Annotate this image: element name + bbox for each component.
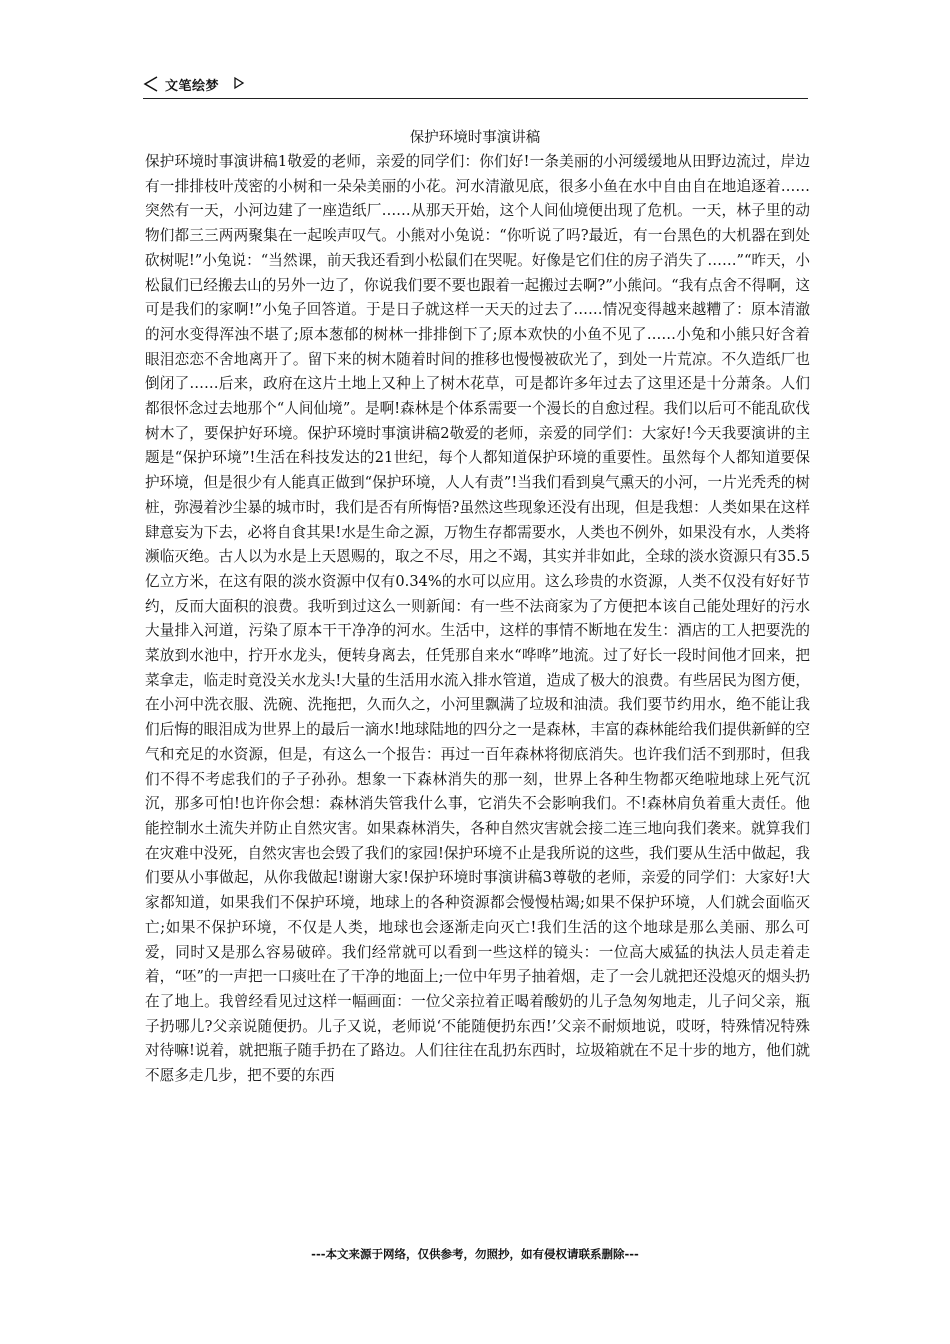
triangle-right-icon bbox=[233, 76, 245, 90]
triangle-left-icon bbox=[143, 76, 159, 92]
brand-name: 文笔绘梦 bbox=[165, 79, 220, 94]
page-header bbox=[143, 72, 808, 99]
document-body: 保护环境时事演讲稿1敬爱的老师，亲爱的同学们：你们好!一条美丽的小河缓缓地从田野边流过，岸边有一排排枝叶茂密的小树和一朵朵美丽的小花。河水清澈见底，很多小鱼在水中自由自在地追逐着……突然有一天，小河边建了一座造纸厂……从那天开始，这个人间仙境便出现了危机。一天，林子里的动物们都三三两两聚集在一起唉声叹气。小熊对小兔说：“你听说了吗?最近，有一台黑色的大机器在到处砍树呢!”小兔说：“当然课，前天我还看到小松鼠们在哭呢。好像是它们住的房子消失了……”“昨天，小松鼠们已经搬去山的另外一边了，你说我们要不要也跟着一起搬过去啊?”小熊问。“我有点舍不得啊，这可是我们的家啊!”小兔子回答道。于是日子就这样一天天的过去了……情况变得越来越糟了：原本清澈的河水变得浑浊不堪了;原本葱郁的树林一排排倒下了;原本欢快的小鱼不见了……小兔和小熊只好含着眼泪恋恋不舍地离开了。留下来的树木随着时间的推移也慢慢被砍光了，到处一片荒凉。不久造纸厂也倒闭了……后来，政府在这片土地上又种上了树木花草，可是都许多年过去了这里还是十分萧条。人们都很怀念过去地那个“人间仙境”。是啊!森林是个体系需要一个漫长的自愈过程。我们以后可不能乱砍伐树木了，要保护好环境。保护环境时事演讲稿2敬爱的老师，亲爱的同学们：大家好!今天我要演讲的主题是“保护环境”!生活在科技发达的21世纪，每个人都知道保护环境的重要性。虽然每个人都知道要保护环境，但是很少有人能真正做到“保护环境，人人有责”!当我们看到臭气熏天的小河，一片光秃秃的树桩，弥漫着沙尘暴的城市时，我们是否有所悔悟?虽然这些现象还没有出现，但是我想：人类如果在这样肆意妄为下去，必将自食其果!水是生命之源，万物生存都需要水，人类也不例外，如果没有水，人类将濒临灭绝。古人以为水是上天恩赐的，取之不尽，用之不竭，其实并非如此，全球的淡水资源只有35.5亿立方米，在这有限的淡水资源中仅有0.34%的水可以应用。这么珍贵的水资源，人类不仅没有好好节约，反而大面积的浪费。我听到过这么一则新闻：有一些不法商家为了方便把本该自己能处理好的污水大量排入河道，污染了原本干干净净的河水。生活中，这样的事情不断地在发生：酒店的工人把要洗的菜放到水池中，拧开水龙头，便转身离去，任凭那自来水“哗哗”地流。过了好长一段时间他才回来，把菜拿走，临走时竟没关水龙头!大量的生活用水流入排水管道，造成了极大的浪费。有些居民为图方便，在小河中洗衣服、洗碗、洗拖把，久而久之，小河里飘满了垃圾和油渍。我们要节约用水，绝不能让我们后悔的眼泪成为世界上的最后一滴水!地球陆地的四分之一是森林，丰富的森林能给我们提供新鲜的空气和充足的水资源，但是，有这么一个报告：再过一百年森林将彻底消失。也许我们活不到那时，但我们不得不考虑我们的子子孙孙。想象一下森林消失的那一刻，世界上各种生物都灭绝啦地球上死气沉沉，那多可怕!也许你会想：森林消失管我什么事，它消失不会影响我们。不!森林肩负着重大责任。他能控制水土流失并防止自然灾害。如果森林消失，各种自然灾害就会接二连三地向我们袭来。就算我们在灾难中没死，自然灾害也会毁了我们的家园!保护环境不止是我所说的这些，我们要从生活中做起，我们要从小事做起，从你我做起!谢谢大家!保护环境时事演讲稿3尊敬的老师，亲爱的同学们：大家好!大家都知道，如果我们不保护环境，地球上的各种资源都会慢慢枯竭;如果不保护环境，人们就会面临灭亡;如果不保护环境，不仅是人类，地球也会逐渐走向灭亡!我们生活的这个地球是那么美丽、那么可爱，同时又是那么容易破碎。我们经常就可以看到一些这样的镜头：一位高大威猛的执法人员走着走着，“呸”的一声把一口痰吐在了干净的地面上;一位中年男子抽着烟，走了一会儿就把还没熄灭的烟头扔在了地上。我曾经看见过这样一幅画面：一位父亲拉着正喝着酸奶的儿子急匆匆地走，儿子问父亲，瓶子扔哪儿?父亲说随便扔。儿子又说，老师说‘不能随便扔东西!’父亲不耐烦地说，哎呀，特殊情况特殊对待嘛!说着，就把瓶子随手扔在了路边。人们往往在乱扔东西时，垃圾箱就在不足十步的地方，他们就不愿多走几步，把不要的东西 bbox=[145, 153, 810, 1085]
document-title: 保护环境时事演讲稿 bbox=[409, 130, 541, 146]
footer-notice: ---本文来源于网络，仅供参考，勿照抄，如有侵权请联系删除--- bbox=[311, 1247, 639, 1261]
